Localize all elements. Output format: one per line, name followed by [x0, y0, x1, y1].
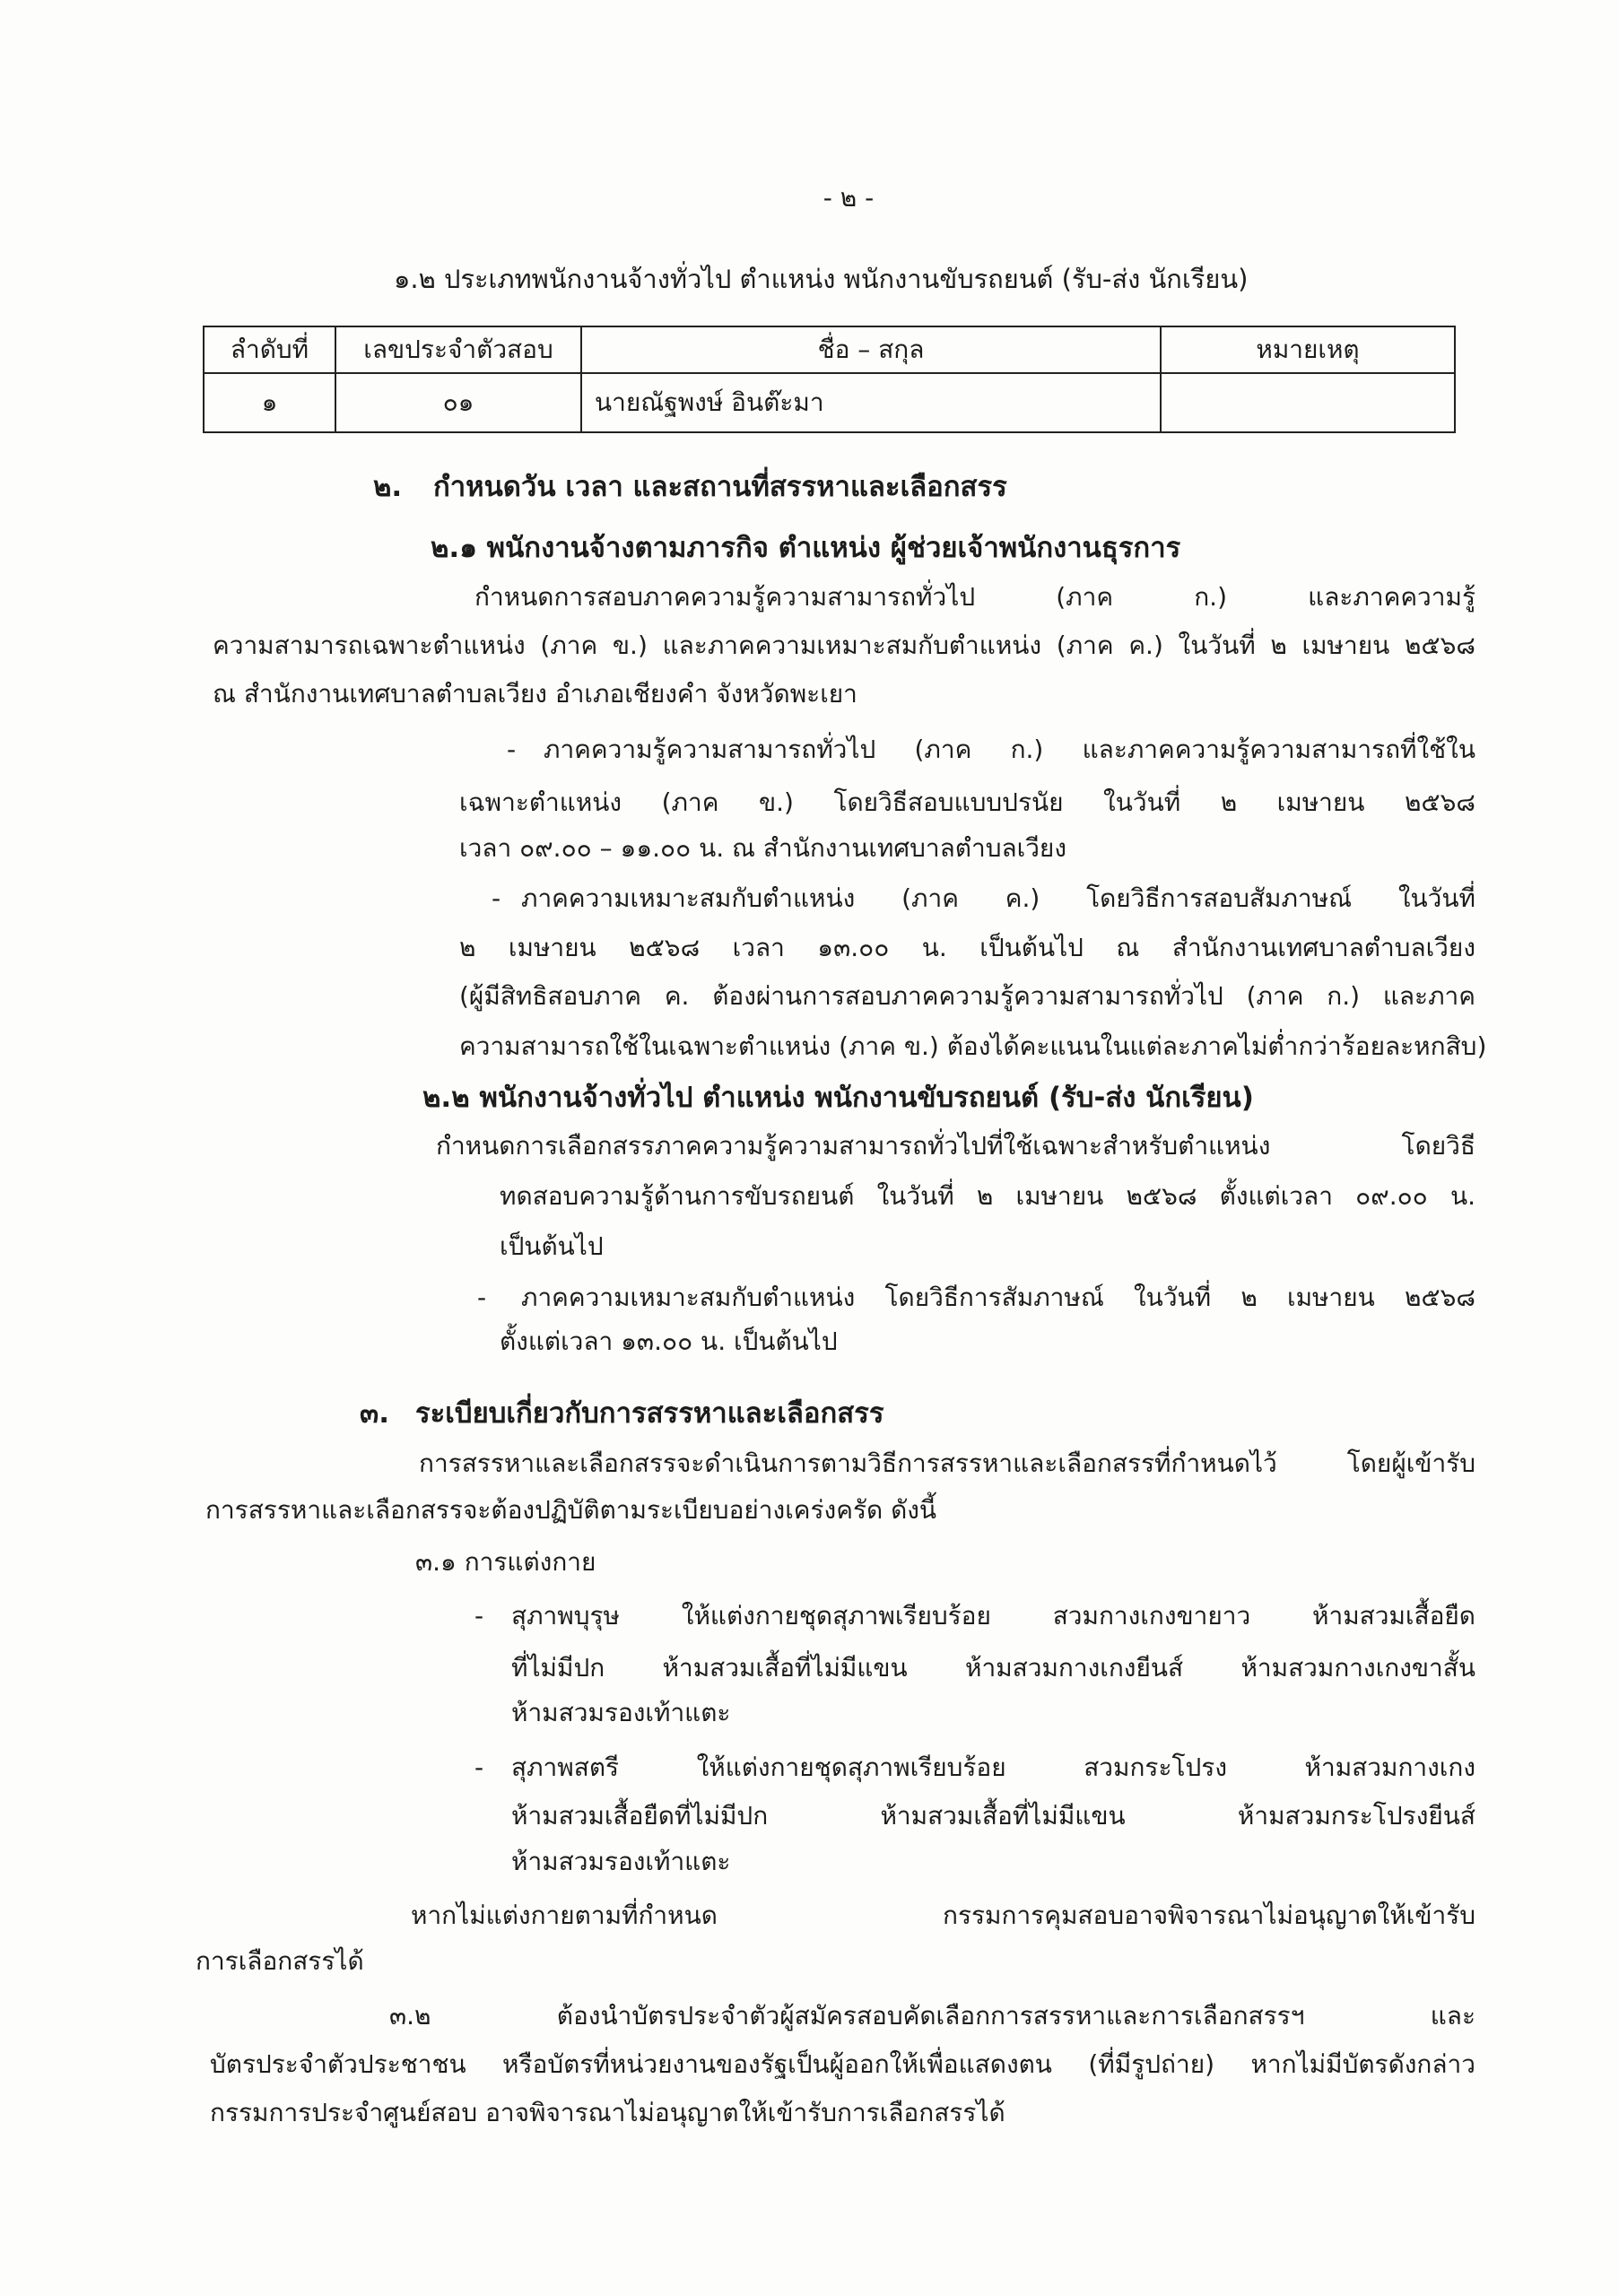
section-1-2-heading: ๑.๒ ประเภทพนักงานจ้างทั่วไป ตำแหน่ง พนักงานขับรถยนต์ (รับ-ส่ง นักเรียน) [394, 264, 1249, 294]
section-3-1-bullet2-line: ห้ามสวมรองเท้าแตะ [511, 1847, 731, 1876]
section-2-2-bullet-line: ภาคความเหมาะสมกับตำแหน่ง โดยวิธีการสัมภาษณ์ ในวันที่ ๒ เมษายน ๒๕๖๘ [521, 1283, 1475, 1312]
section-2-2-para-line: เป็นต้นไป [500, 1231, 604, 1261]
page-number: - ๒ - [823, 183, 875, 213]
section-3-para-line: การสรรหาและเลือกสรรจะต้องปฏิบัติตามระเบียบอย่างเคร่งครัด ดังนี้ [205, 1495, 937, 1525]
section-3-title: ระเบียบเกี่ยวกับการสรรหาและเลือกสรร [415, 1397, 884, 1430]
cell-remark [1161, 373, 1455, 432]
section-3-1-heading: ๓.๑ การแต่งกาย [415, 1547, 596, 1577]
bullet-dash: - [477, 1283, 487, 1312]
section-2-number: ๒. [373, 471, 403, 503]
table-row [204, 373, 1455, 432]
bullet-dash: - [474, 1601, 484, 1631]
cell-name: นายณัฐพงษ์ อินต๊ะมา [581, 373, 1161, 432]
section-2-1-heading: ๒.๑ พนักงานจ้างตามภารกิจ ตำแหน่ง ผู้ช่วยเจ้าพนักงานธุรการ [431, 532, 1181, 564]
section-2-1-bullet1-line: เฉพาะตำแหน่ง (ภาค ข.) โดยวิธีสอบแบบปรนัย ในวันที่ ๒ เมษายน ๒๕๖๘ [459, 787, 1475, 817]
section-2-1-bullet2-line: ภาคความเหมาะสมกับตำแหน่ง (ภาค ค.) โดยวิธีการสอบสัมภาษณ์ ในวันที่ [521, 883, 1475, 913]
section-2-1-bullet2-line: (ผู้มีสิทธิสอบภาค ค. ต้องผ่านการสอบภาคความรู้ความสามารถทั่วไป (ภาค ก.) และภาค [459, 981, 1475, 1011]
section-3-1-bullet1-line: ห้ามสวมรองเท้าแตะ [511, 1698, 731, 1727]
header-order: ลำดับที่ [204, 326, 335, 373]
section-3-2-para-line: บัตรประจำตัวประชาชน หรือบัตรที่หน่วยงานของรัฐเป็นผู้ออกให้เพื่อแสดงตน (ที่มีรูปถ่าย) หากไม่มีบัตรดังกล่าว [210, 2049, 1475, 2079]
section-2-2-heading: ๒.๒ พนักงานจ้างทั่วไป ตำแหน่ง พนักงานขับรถยนต์ (รับ-ส่ง นักเรียน) [422, 1082, 1254, 1114]
header-remark: หมายเหตุ [1161, 326, 1455, 373]
section-3-number: ๓. [360, 1397, 389, 1430]
section-2-1-bullet2-line: ๒ เมษายน ๒๕๖๘ เวลา ๑๓.๐๐ น. เป็นต้นไป ณ สำนักงานเทศบาลตำบลเวียง [459, 933, 1475, 962]
bullet-dash: - [474, 1752, 484, 1782]
section-2-2-bullet-line: ตั้งแต่เวลา ๑๓.๐๐ น. เป็นต้นไป [500, 1326, 838, 1356]
cell-order: ๑ [204, 373, 335, 432]
section-3-2-para-line: กรรมการประจำศูนย์สอบ อาจพิจารณาไม่อนุญาตให้เข้ารับการเลือกสรรได้ [210, 2098, 1005, 2127]
section-2-1-bullet1-line: เวลา ๐๙.๐๐ – ๑๑.๐๐ น. ณ สำนักงานเทศบาลตำบลเวียง [459, 833, 1067, 863]
header-name: ชื่อ – สกุล [581, 326, 1161, 373]
bullet-dash: - [507, 735, 517, 764]
dress-code-note-line: หากไม่แต่งกายตามที่กำหนด กรรมการคุมสอบอาจพิจารณาไม่อนุญาตให้เข้ารับ [411, 1900, 1475, 1930]
section-2-1-para-line: กำหนดการสอบภาคความรู้ความสามารถทั่วไป (ภาค ก.) และภาคความรู้ [474, 582, 1475, 612]
section-3-1-bullet2-line: สุภาพสตรี ให้แต่งกายชุดสุภาพเรียบร้อย สวมกระโปรง ห้ามสวมกางเกง [511, 1752, 1475, 1782]
section-3-2-para-line: ๓.๒ ต้องนำบัตรประจำตัวผู้สมัครสอบคัดเลือกการสรรหาและการเลือกสรรฯ และ [389, 2001, 1475, 2031]
bullet-dash: - [492, 883, 501, 913]
header-exam-id: เลขประจำตัวสอบ [335, 326, 581, 373]
section-2-1-bullet1-line: ภาคความรู้ความสามารถทั่วไป (ภาค ก.) และภาคความรู้ความสามารถที่ใช้ใน [544, 735, 1475, 764]
section-2-title: กำหนดวัน เวลา และสถานที่สรรหาและเลือกสรร [433, 471, 1007, 503]
candidate-table [203, 326, 1456, 433]
section-2-1-para-line: ความสามารถเฉพาะตำแหน่ง (ภาค ข.) และภาคความเหมาะสมกับตำแหน่ง (ภาค ค.) ในวันที่ ๒ เมษายน ๒๕๖๘ [213, 631, 1475, 660]
dress-code-note-line: การเลือกสรรได้ [196, 1946, 364, 1976]
section-2-1-bullet2-line: ความสามารถใช้ในเฉพาะตำแหน่ง (ภาค ข.) ต้องได้คะแนนในแต่ละภาคไม่ต่ำกว่าร้อยละหกสิบ) [459, 1031, 1487, 1061]
section-3-1-bullet1-line: สุภาพบุรุษ ให้แต่งกายชุดสุภาพเรียบร้อย สวมกางเกงขายาว ห้ามสวมเสื้อยืด [511, 1601, 1475, 1631]
cell-exam-id: ๐๑ [335, 373, 581, 432]
section-2-2-para-line: กำหนดการเลือกสรรภาคความรู้ความสามารถทั่วไปที่ใช้เฉพาะสำหรับตำแหน่ง โดยวิธี [436, 1131, 1475, 1161]
section-3-1-bullet2-line: ห้ามสวมเสื้อยืดที่ไม่มีปก ห้ามสวมเสื้อที่ไม่มีแขน ห้ามสวมกระโปรงยีนส์ [511, 1801, 1475, 1831]
section-2-2-para-line: ทดสอบความรู้ด้านการขับรถยนต์ ในวันที่ ๒ เมษายน ๒๕๖๘ ตั้งแต่เวลา ๐๙.๐๐ น. [500, 1181, 1475, 1211]
section-2-1-para-line: ณ สำนักงานเทศบาลตำบลเวียง อำเภอเชียงคำ จังหวัดพะเยา [213, 679, 857, 709]
section-3-1-bullet1-line: ที่ไม่มีปก ห้ามสวมเสื้อที่ไม่มีแขน ห้ามสวมกางเกงยีนส์ ห้ามสวมกางเกงขาสั้น [511, 1653, 1475, 1683]
table-header-row [204, 326, 1455, 373]
section-3-para-line: การสรรหาและเลือกสรรจะดำเนินการตามวิธีการสรรหาและเลือกสรรที่กำหนดไว้ โดยผู้เข้ารับ [419, 1448, 1475, 1478]
